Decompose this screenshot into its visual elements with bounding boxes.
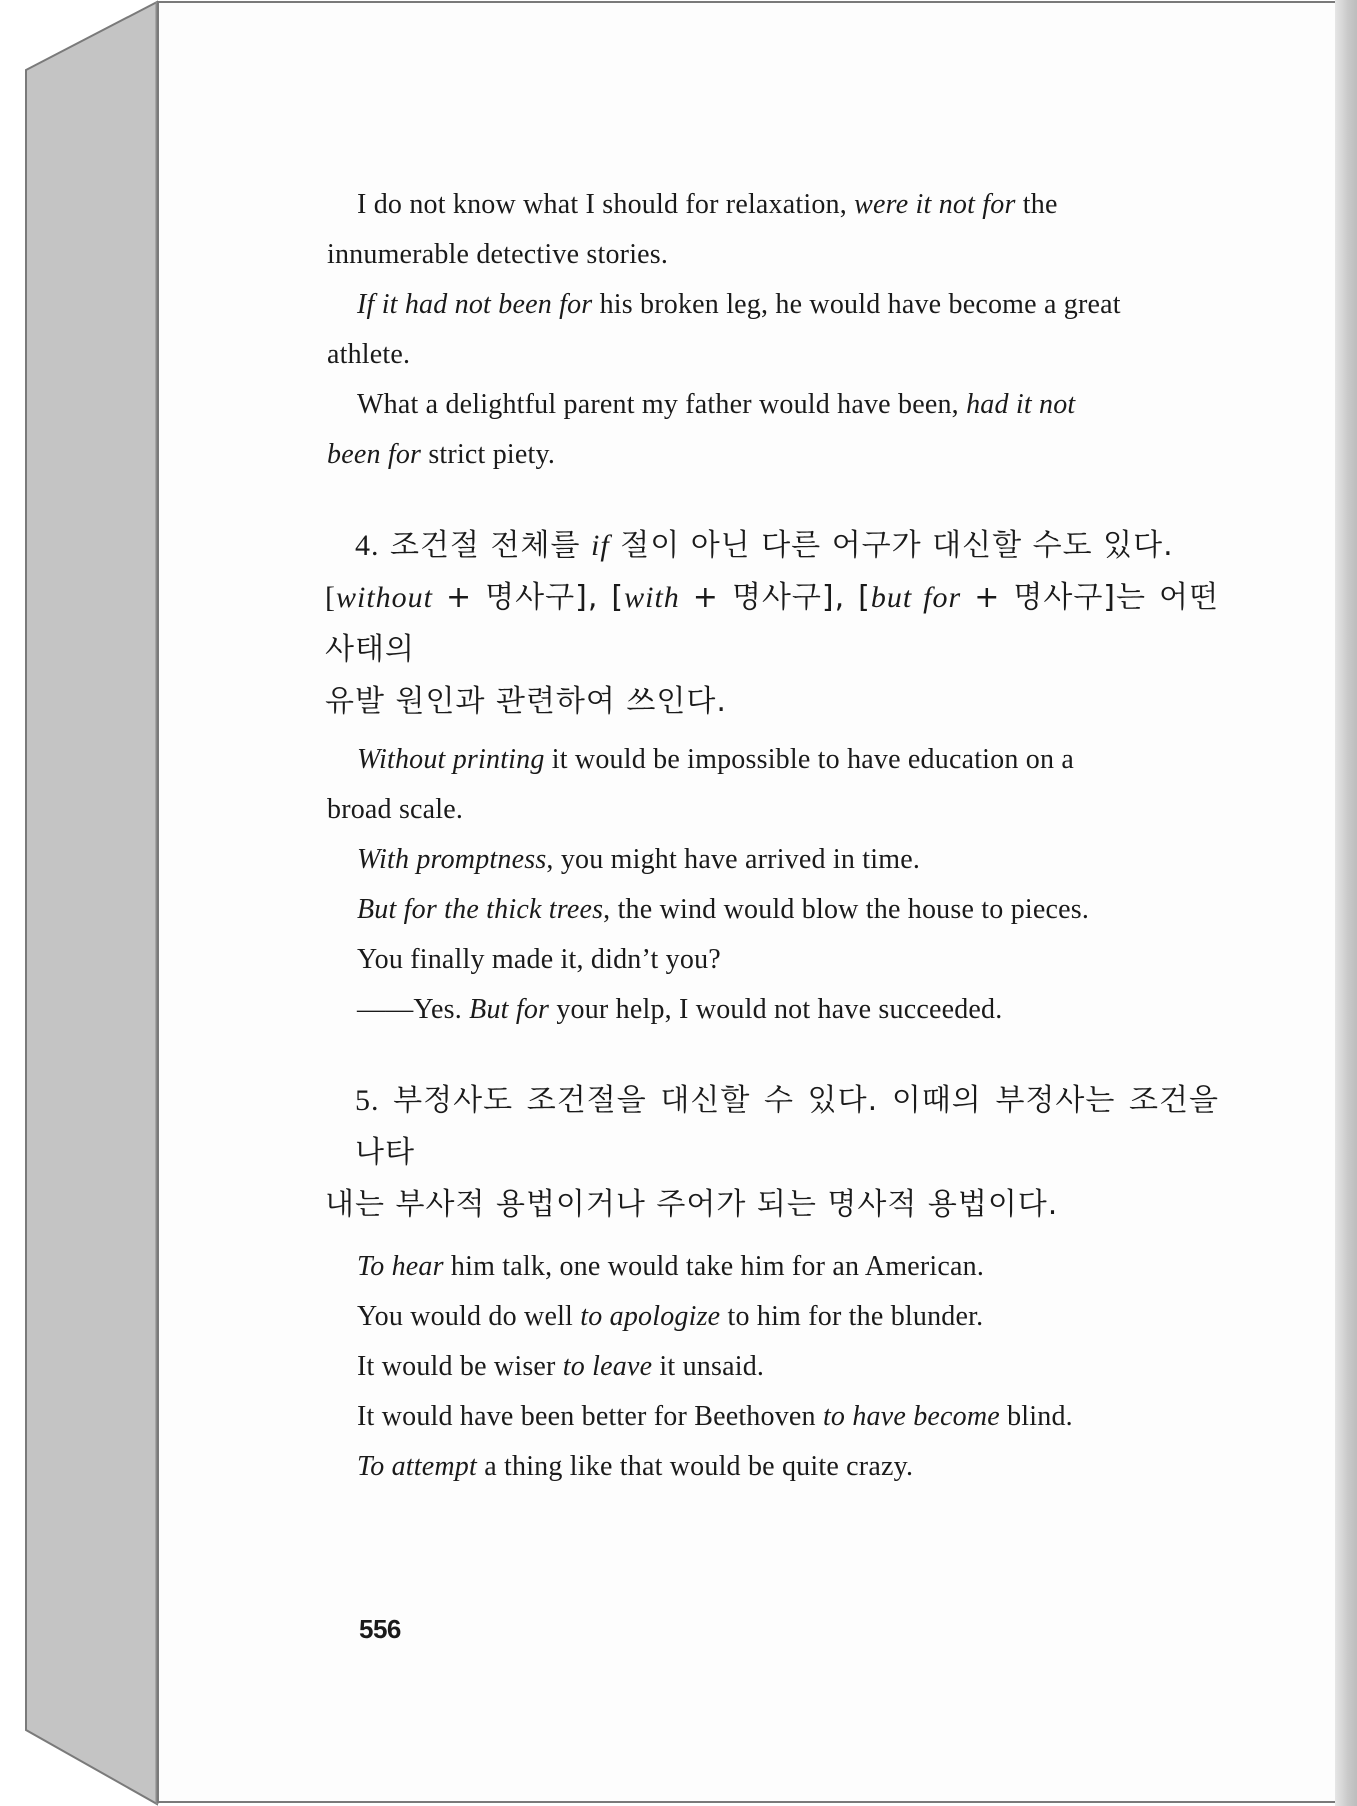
example-line: It would be wiser to leave it unsaid. [357, 1351, 765, 1382]
book-spine [0, 0, 170, 1806]
example-line: To hear him talk, one would take him for an American. [357, 1251, 985, 1282]
rule-4-line-3: 유발 원인과 관련하여 쓰인다. [325, 684, 727, 719]
rule-4-line-1: 4. 조건절 전체를 if 절이 아닌 다른 어구가 대신할 수도 있다. [355, 528, 1174, 563]
example-line: To attempt a thing like that would be quite crazy. [357, 1451, 914, 1482]
rule-4-explanation [327, 520, 1219, 728]
rule-5-examples [327, 1242, 1219, 1492]
rule-5-line-1: 5. 부정사도 조건절을 대신할 수 있다. 이때의 부정사는 조건을 나타 [355, 1083, 1219, 1170]
conditional-examples [327, 180, 1219, 480]
example-line: ——Yes. But for your help, I would not have succeeded. [357, 994, 1003, 1025]
example-line: It would have been better for Beethoven to have become blind. [357, 1401, 1073, 1432]
rule-5-line-2: 내는 부사적 용법이거나 주어가 되는 명사적 용법이다. [325, 1187, 1059, 1222]
example-line: With promptness, you might have arrived in time. [357, 844, 921, 875]
example-line: You would do well to apologize to him for the blunder. [357, 1301, 984, 1332]
example-line: Without printing it would be impossible to have education on a broad scale. [327, 744, 1074, 825]
page-number: 556 [359, 1614, 401, 1644]
page-edge-shadow [1335, 0, 1357, 1806]
example-line: If it had not been for his broken leg, he would have become a great athlete. [327, 289, 1121, 370]
example-line: What a delightful parent my father would have been, had it not been for strict piety. [327, 389, 1076, 470]
example-line: I do not know what I should for relaxation, were it not for the innumerable detective stories. [327, 189, 1058, 270]
example-line: But for the thick trees, the wind would blow the house to pieces. [357, 894, 1090, 925]
rule-4-examples [327, 735, 1219, 1035]
rule-5-explanation [327, 1075, 1219, 1231]
example-line: You finally made it, didn’t you? [357, 944, 721, 975]
rule-4-line-2: [without + 명사구], [with + 명사구], [but for + 명사구]는 어떤 사태의 [325, 580, 1219, 667]
